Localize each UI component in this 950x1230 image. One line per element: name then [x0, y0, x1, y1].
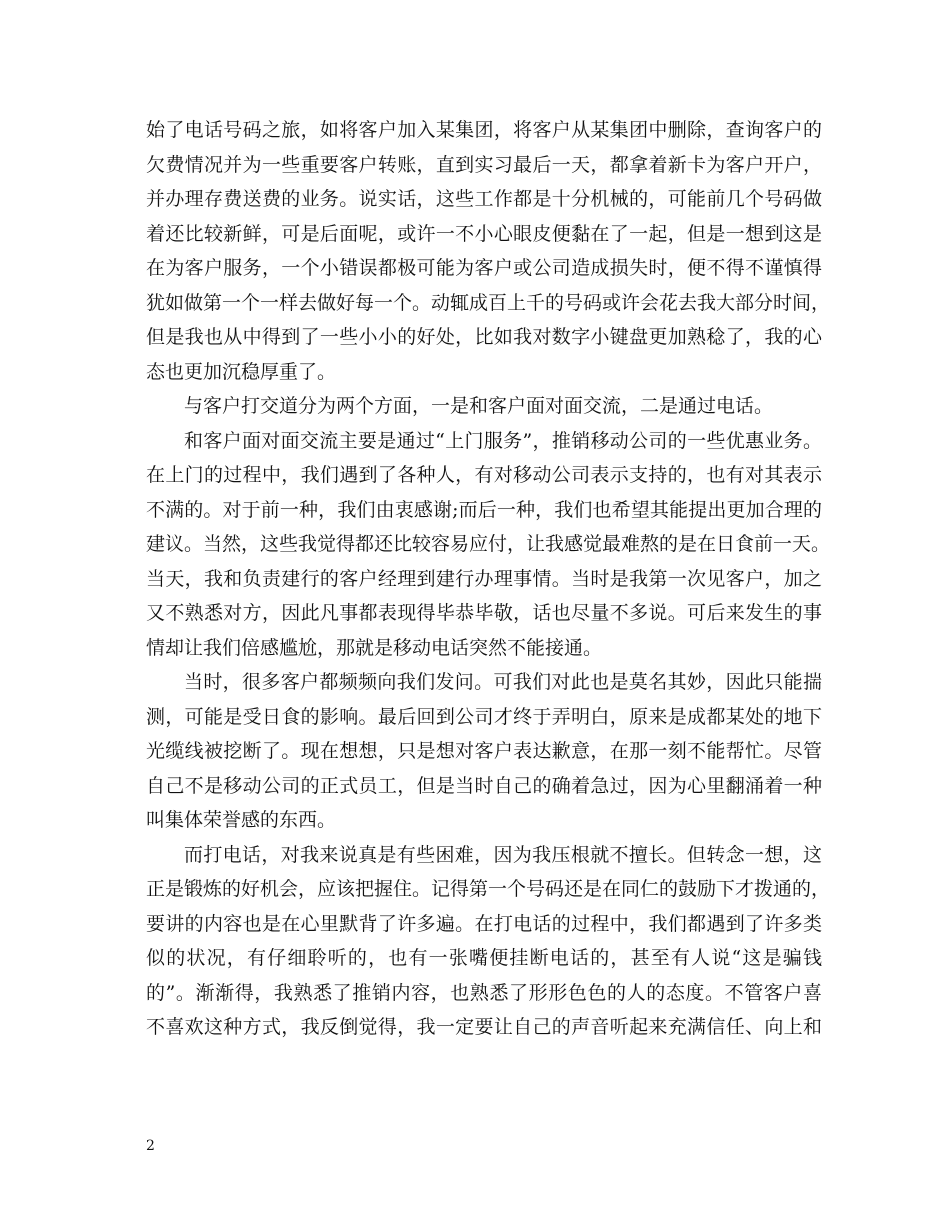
- text-line: 自己不是移动公司的正式员工，但是当时自己的确着急过，因为心里翻涌着一种: [146, 774, 822, 797]
- text-line: 光缆线被挖断了。现在想想，只是想对客户表达歉意，在那一刻不能帮忙。尽管: [146, 740, 822, 762]
- text-line: 欠费情况并为一些重要客户转账，直到实习最后一天，都拿着新卡为客户开户，: [146, 153, 822, 176]
- text-line: 当时，很多客户都频频向我们发问。可我们对此也是莫名其妙，因此只能揣: [184, 671, 822, 693]
- text-line: 但是我也从中得到了一些小小的好处，比如我对数字小键盘更加熟稔了，我的心: [146, 326, 822, 348]
- text-line: 在为客户服务，一个小错误都极可能为客户或公司造成损失时，便不得不谨慎得: [146, 257, 822, 279]
- text-line: 在上门的过程中，我们遇到了各种人，有对移动公司表示支持的，也有对其表示: [146, 464, 822, 486]
- text-line: 情却让我们倍感尴尬，那就是移动电话突然不能接通。: [146, 636, 603, 659]
- text-line: 测，可能是受日食的影响。最后回到公司才终于弄明白，原来是成都某处的地下: [146, 705, 822, 728]
- text-line: 并办理存费送费的业务。说实话，这些工作都是十分机械的，可能前几个号码做: [146, 188, 822, 210]
- text-line: 的”。渐渐得，我熟悉了推销内容，也熟悉了形形色色的人的态度。不管客户喜: [146, 981, 822, 1004]
- text-line: 和客户面对面交流主要是通过“上门服务”，推销移动公司的一些优惠业务。: [184, 429, 822, 452]
- body-text: [146, 113, 831, 1045]
- text-line: 叫集体荣誉感的东西。: [146, 809, 337, 831]
- text-line: 建议。当然，这些我觉得都还比较容易应付，让我感觉最难熬的是在日食前一天。: [146, 533, 831, 555]
- text-line: 态也更加沉稳厚重了。: [146, 360, 337, 383]
- text-line: 始了电话号码之旅，如将客户加入某集团，将客户从某集团中删除，查询客户的: [146, 119, 822, 141]
- text-line: 又不熟悉对方，因此凡事都表现得毕恭毕敬，话也尽量不多说。可后来发生的事: [146, 602, 822, 624]
- text-line: 犹如做第一个一样去做好每一个。动辄成百上千的号码或许会花去我大部分时间，: [146, 291, 831, 314]
- page-number: 2: [146, 1138, 155, 1154]
- text-line: 似的状况，有仔细聆听的，也有一张嘴便挂断电话的，甚至有人说“这是骗钱: [146, 947, 822, 969]
- text-line: 不喜欢这种方式，我反倒觉得，我一定要让自己的声音听起来充满信任、向上和: [146, 1016, 822, 1038]
- text-line: 要讲的内容也是在心里默背了许多遍。在打电话的过程中，我们都遇到了许多类: [146, 912, 822, 935]
- text-line: 而打电话，对我来说真是有些困难，因为我压根就不擅长。但转念一想，这: [184, 843, 822, 866]
- text-line: 与客户打交道分为两个方面，一是和客户面对面交流，二是通过电话。: [184, 395, 774, 417]
- text-line: 不满的。对于前一种，我们由衷感谢;而后一种，我们也希望其能提出更加合理的: [146, 498, 822, 521]
- text-line: 当天，我和负责建行的客户经理到建行办理事情。当时是我第一次见客户，加之: [146, 567, 822, 590]
- text-line: 正是锻炼的好机会，应该把握住。记得第一个号码还是在同仁的鼓励下才拨通的，: [146, 878, 831, 900]
- text-line: 着还比较新鲜，可是后面呢，或许一不小心眼皮便黏在了一起，但是一想到这是: [146, 222, 822, 245]
